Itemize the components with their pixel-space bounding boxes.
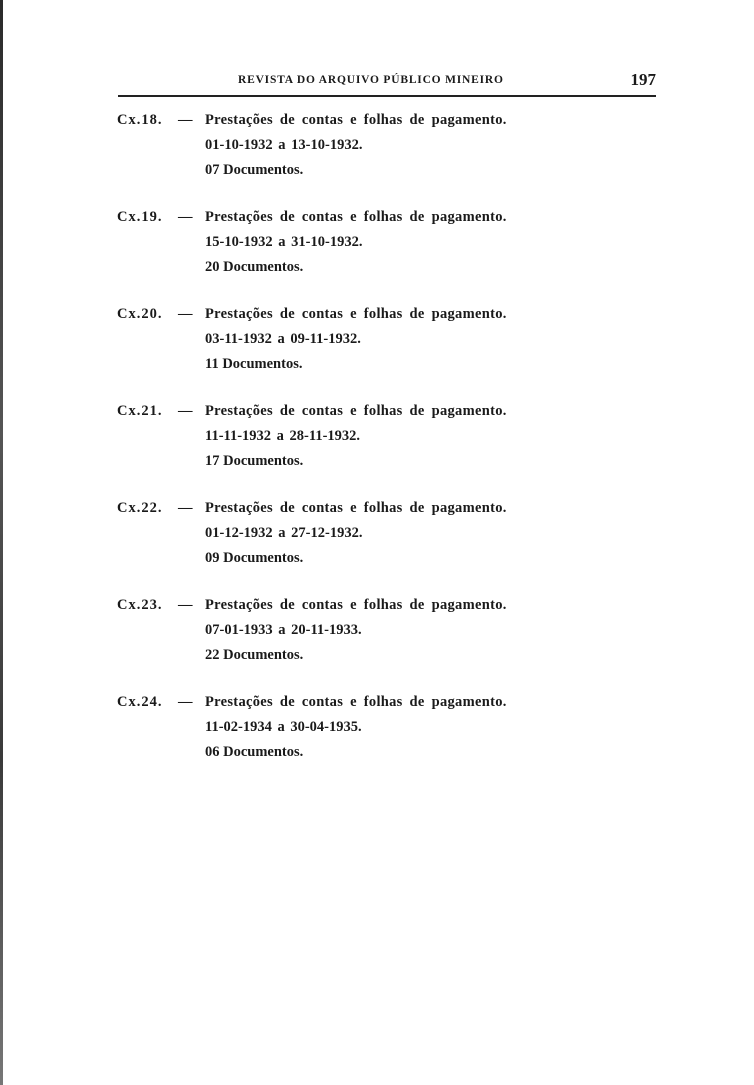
entry-dates: 01-10-1932 a 13-10-1932. [205, 137, 363, 153]
box-label: Cx.20. [117, 306, 163, 322]
scan-edge [0, 0, 3, 1085]
entry-dates: 11-11-1932 a 28-11-1932. [205, 428, 361, 444]
entry-documents: 11 Documentos. [205, 356, 303, 372]
box-label: Cx.18. [117, 112, 163, 128]
entry-dates: 11-02-1934 a 30-04-1935. [205, 719, 362, 735]
box-label: Cx.22. [117, 500, 163, 516]
entry-description: Prestações de contas e folhas de pagamento. [205, 694, 507, 710]
entry-documents: 06 Documentos. [205, 744, 304, 760]
box-label: Cx.19. [117, 209, 163, 225]
entry-description: Prestações de contas e folhas de pagamento. [205, 403, 507, 419]
entry-description: Prestações de contas e folhas de pagamento. [205, 209, 507, 225]
entry-dates: 07-01-1933 a 20-11-1933. [205, 622, 362, 638]
entry-dates: 03-11-1932 a 09-11-1932. [205, 331, 361, 347]
entry-dash: — [178, 403, 193, 419]
entry-documents: 22 Documentos. [205, 647, 304, 663]
header-rule [118, 95, 656, 97]
entry-documents: 17 Documentos. [205, 453, 304, 469]
entry-dash: — [178, 306, 193, 322]
entry-dates: 15-10-1932 a 31-10-1932. [205, 234, 363, 250]
entry-cx-23 [117, 597, 587, 694]
entry-dates: 01-12-1932 a 27-12-1932. [205, 525, 363, 541]
entry-dash: — [178, 597, 193, 613]
entry-list [117, 112, 587, 791]
box-label: Cx.24. [117, 694, 163, 710]
entry-dash: — [178, 209, 193, 225]
entry-cx-22 [117, 500, 587, 597]
entry-description: Prestações de contas e folhas de pagamento. [205, 500, 507, 516]
entry-dash: — [178, 112, 193, 128]
entry-description: Prestações de contas e folhas de pagamento. [205, 112, 507, 128]
entry-documents: 20 Documentos. [205, 259, 304, 275]
entry-documents: 09 Documentos. [205, 550, 304, 566]
entry-cx-24 [117, 694, 587, 791]
entry-cx-19 [117, 209, 587, 306]
entry-cx-18 [117, 112, 587, 209]
entry-dash: — [178, 694, 193, 710]
entry-dash: — [178, 500, 193, 516]
entry-cx-21 [117, 403, 587, 500]
page-number: 197 [630, 70, 656, 89]
entry-description: Prestações de contas e folhas de pagamento. [205, 306, 507, 322]
entry-cx-20 [117, 306, 587, 403]
page-header [118, 70, 656, 96]
entry-documents: 07 Documentos. [205, 162, 304, 178]
entry-description: Prestações de contas e folhas de pagamento. [205, 597, 507, 613]
journal-title: REVISTA DO ARQUIVO PÚBLICO MINEIRO [238, 74, 504, 86]
box-label: Cx.23. [117, 597, 163, 613]
box-label: Cx.21. [117, 403, 163, 419]
